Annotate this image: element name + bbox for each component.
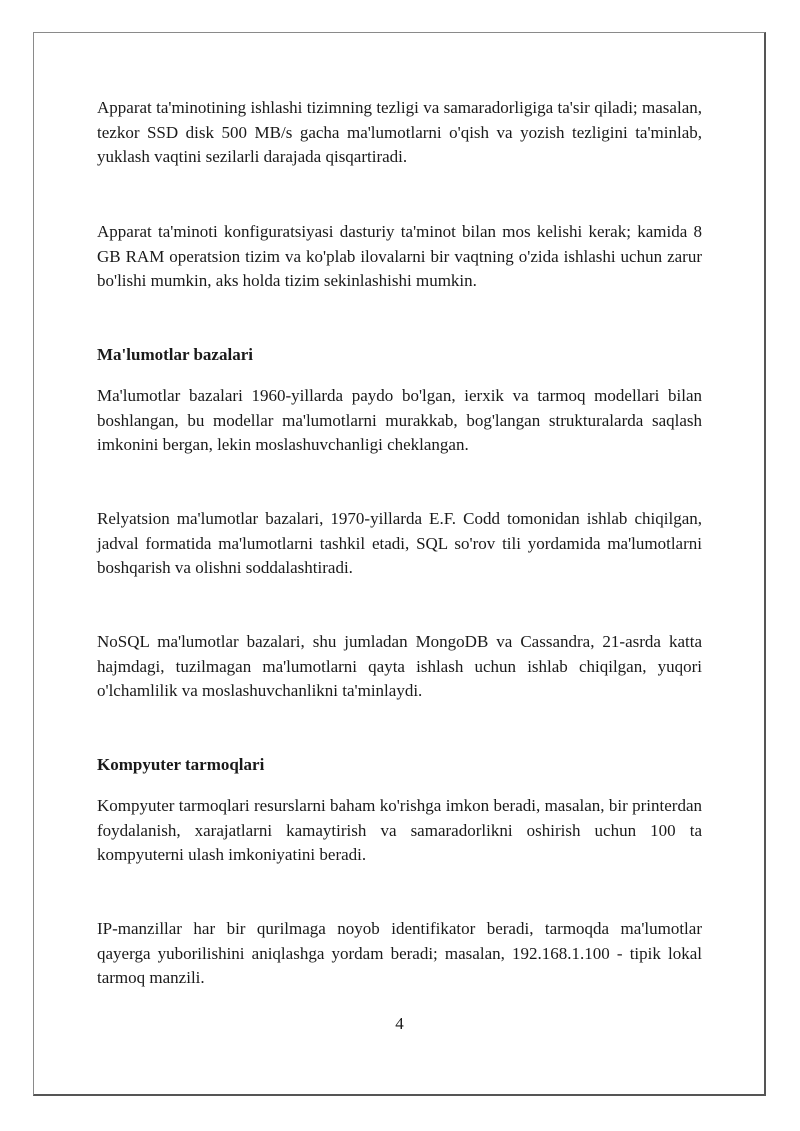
section-heading-databases: Ma'lumotlar bazalari [97,345,253,364]
paragraph: IP-manzillar har bir qurilmaga noyob identifikator beradi, tarmoqda ma'lumotlar qayerga yuborilishini aniqlashga yordam beradi; masalan, 192.168.1.100 - tipik lokal tarmoq manzili. [97,919,702,987]
page-number: 4 [395,1014,404,1033]
paragraph: NoSQL ma'lumotlar bazalari, shu jumladan MongoDB va Cassandra, 21-asrda katta hajmdagi, tuzilmagan ma'lumotlarni qayta ishlash uchun ishlab chiqilgan, yuqori o'lchamlilik va moslashuvchanlikni ta'minlaydi. [97,632,702,700]
paragraph: Relyatsion ma'lumotlar bazalari, 1970-yillarda E.F. Codd tomonidan ishlab chiqilgan, jadval formatida ma'lumotlarni tashkil etadi, SQL so'rov tili yordamida ma'lumotlarni boshqarish va olishni soddalashtiradi. [97,509,702,577]
section-heading-networks: Kompyuter tarmoqlari [97,755,265,774]
paragraph: Apparat ta'minoti konfiguratsiyasi dasturiy ta'minot bilan mos kelishi kerak; kamida 8 GB RAM operatsion tizim va ko'plab ilovalarni bir vaqtning o'zida ishlashi uchun zarur bo'lishi mumkin, aks holda tizim sekinlashishi mumkin. [97,222,702,290]
paragraph: Apparat ta'minotining ishlashi tizimning tezligi va samaradorligiga ta'sir qiladi; masalan, tezkor SSD disk 500 MB/s gacha ma'lumotlarni o'qish va yozish tezligini ta'minlab, yuklash vaqtini sezilarli darajada qisqartiradi. [97,98,702,166]
paragraph: Kompyuter tarmoqlari resurslarni baham ko'rishga imkon beradi, masalan, bir printerdan foydalanish, xarajatlarni kamaytirish va samaradorlikni oshirish uchun 100 ta kompyuterni ulash imkoniyatini beradi. [97,796,702,864]
paragraph: Ma'lumotlar bazalari 1960-yillarda paydo bo'lgan, ierxik va tarmoq modellari bilan boshlangan, bu modellar ma'lumotlarni murakkab, bog'langan strukturalarda saqlash imkonini bergan, lekin moslashuvchanligi cheklangan. [97,386,702,454]
